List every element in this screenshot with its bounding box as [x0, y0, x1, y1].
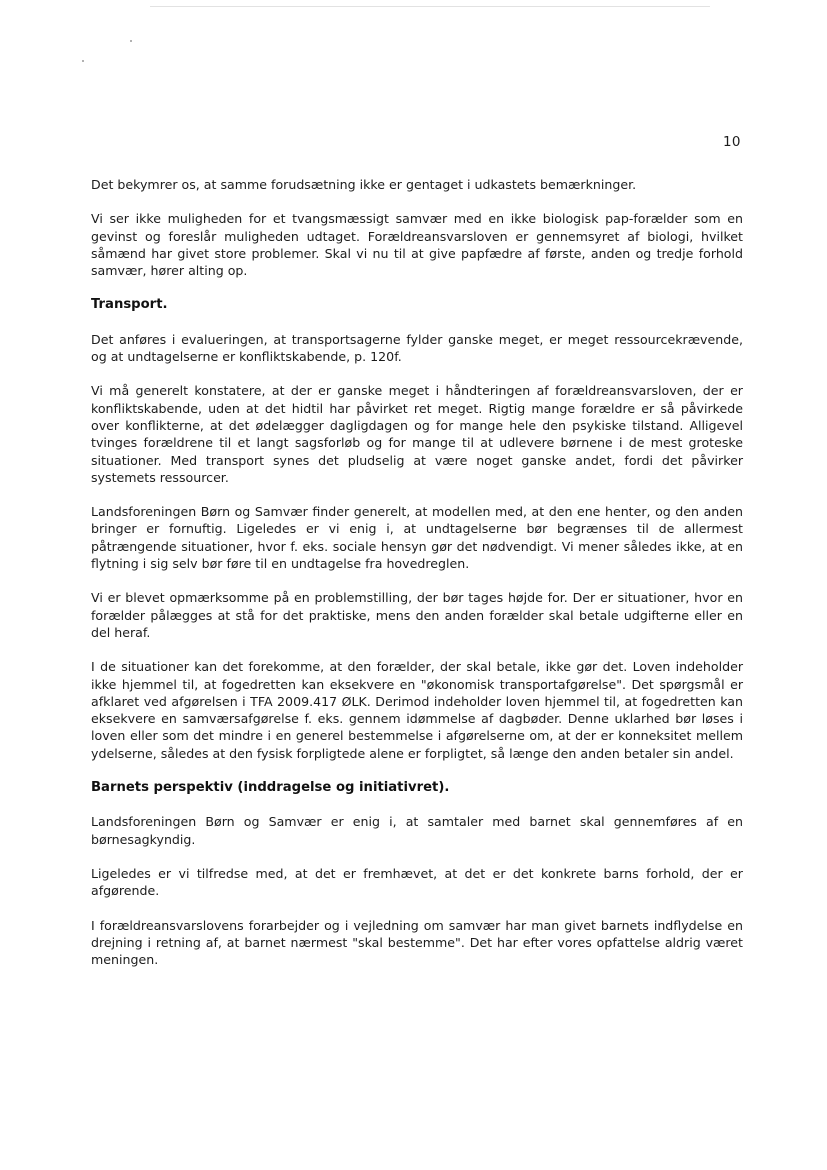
paragraph: Landsforeningen Børn og Samvær er enig i, at samtaler med barnet skal gennemføres af en børnesagkyndig.	[91, 814, 743, 847]
paragraph: Vi må generelt konstatere, at der er ganske meget i håndteringen af forældreansvarsloven, der er konfliktskabende, uden at det hidtil har påvirket ret meget. Rigtig mange forældre er så påvirkede over konflikterne, at det ødelægger dagligdagen og for mange hele den psykiske tilstand. Alligevel tvinges forældrene til et langt sagsforløb og for mange til at udlevere børnene i de mest groteske situationer. Med transport synes det pludselig at være noget ganske andet, fordi det påvirker systemets ressourcer.	[91, 383, 743, 485]
paragraph: Det bekymrer os, at samme forudsætning ikke er gentaget i udkastets bemærkninger.	[91, 177, 637, 192]
document-body	[91, 176, 743, 985]
section-heading-barnets-perspektiv: Barnets perspektiv (inddragelse og initiativret).	[91, 780, 450, 796]
section-heading-transport: Transport.	[91, 297, 168, 313]
paragraph: Ligeledes er vi tilfredse med, at det er fremhævet, at det er det konkrete barns forhold, der er afgørende.	[91, 865, 743, 899]
scan-speck	[130, 40, 132, 42]
paragraph: Landsforeningen Børn og Samvær finder generelt, at modellen med, at den ene henter, og den anden bringer er fornuftig. Ligeledes er vi enig i, at undtagelserne bør begrænses til de allermest påtrængende situationer, hvor f. eks. sociale hensyn gør det nødvendigt. Vi mener således ikke, at en flytning i sig selv bør føre til en undtagelse fra hovedreglen.	[91, 504, 743, 572]
paragraph: I forældreansvarslovens forarbejder og i vejledning om samvær har man givet barnets indflydelse en drejning i retning af, at barnet nærmest "skal bestemme". Det har efter vores opfattelse aldrig været meningen.	[91, 917, 743, 968]
paragraph: I de situationer kan det forekomme, at den forælder, der skal betale, ikke gør det. Loven indeholder ikke hjemmel til, at fogedretten kan eksekvere en "økonomisk transportafgørelse". Det spørgsmål er afklaret ved afgørelsen i TFA 2009.417 ØLK. Derimod indeholder loven hjemmel til, at fogedretten kan eksekvere en samværsafgørelse f. eks. gennem idømmelse af dagbøder. Denne uklarhed bør løses i loven eller som det mindre i en generel bestemmelse i afgørelserne om, at der er konneksitet mellem ydelserne, således at den fysisk forpligtede alene er forpligtet, så længe den anden betaler sin andel.	[91, 659, 743, 761]
paragraph: Vi ser ikke muligheden for et tvangsmæssigt samvær med en ikke biologisk pap-forælder som en gevinst og foreslår muligheden udtaget. Forældreansvarsloven er gennemsyret af biologi, hvilket såmænd har givet store problemer. Skal vi nu til at give papfædre af første, anden og tredje forhold samvær, hører alting op.	[91, 211, 743, 279]
scan-edge-line	[150, 6, 710, 7]
page-number: 10	[723, 134, 741, 150]
scan-speck	[82, 60, 84, 62]
paragraph: Det anføres i evalueringen, at transportsagerne fylder ganske meget, er meget ressourcekrævende, og at undtagelserne er konfliktskabende, p. 120f.	[91, 331, 743, 365]
paragraph: Vi er blevet opmærksomme på en problemstilling, der bør tages højde for. Der er situationer, hvor en forælder pålægges at stå for det praktiske, mens den anden forælder skal betale udgifterne eller en del heraf.	[91, 590, 743, 640]
